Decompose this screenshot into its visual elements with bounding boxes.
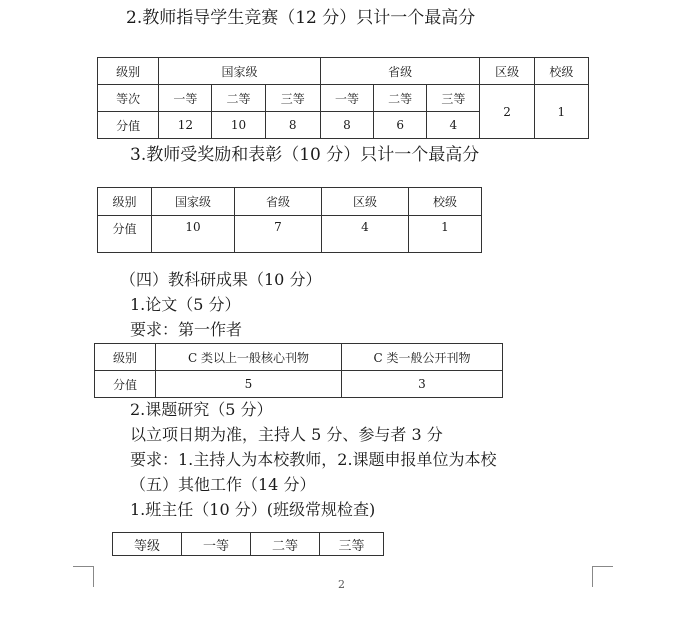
table-cell: 三等 xyxy=(320,533,384,556)
table-cell: 校级 xyxy=(409,188,482,216)
table-cell: 级别 xyxy=(95,344,156,371)
table-cell: 二等 xyxy=(212,85,265,112)
section-title-research: （四）教科研成果（10 分） xyxy=(120,270,322,289)
table-cell: 2 xyxy=(480,85,534,139)
table-cell: 区级 xyxy=(322,188,409,216)
table-row xyxy=(95,344,503,371)
table-cell: 分值 xyxy=(95,371,156,398)
table-cell: 1 xyxy=(534,85,588,139)
table-cell: 1 xyxy=(409,216,482,253)
table-row xyxy=(98,188,482,216)
table-row xyxy=(98,85,589,112)
table-cell: 三等 xyxy=(427,85,480,112)
table-cell: 区级 xyxy=(480,58,534,85)
table-row xyxy=(113,533,384,556)
competition-score-table xyxy=(97,57,589,139)
table-cell: C 类以上一般核心刊物 xyxy=(156,344,342,371)
table-cell: 7 xyxy=(235,216,322,253)
table-cell: 省级 xyxy=(235,188,322,216)
table-cell: 国家级 xyxy=(152,188,235,216)
class-teacher-grade-table xyxy=(112,532,384,556)
table-cell: 二等 xyxy=(251,533,320,556)
section-title-awards: 3.教师受奖励和表彰（10 分）只计一个最高分 xyxy=(130,145,480,165)
table-cell: 10 xyxy=(152,216,235,253)
table-cell: 一等 xyxy=(320,85,373,112)
section-title-competition: 2.教师指导学生竞赛（12 分）只计一个最高分 xyxy=(126,8,476,28)
table-cell: 级别 xyxy=(98,188,152,216)
table-cell: 6 xyxy=(374,112,427,139)
table-cell: 校级 xyxy=(534,58,588,85)
page-corner-mark-right xyxy=(592,566,613,587)
topic-description: 以立项日期为准，主持人 5 分、参与者 3 分 xyxy=(130,425,443,444)
table-row xyxy=(98,58,589,85)
table-cell: C 类一般公开刊物 xyxy=(342,344,503,371)
page-number: 2 xyxy=(338,578,345,591)
table-cell: 4 xyxy=(322,216,409,253)
table-cell: 一等 xyxy=(159,85,212,112)
table-row xyxy=(95,371,503,398)
table-cell: 10 xyxy=(212,112,265,139)
table-cell: 等次 xyxy=(98,85,159,112)
table-cell: 三等 xyxy=(265,85,320,112)
table-row xyxy=(98,216,482,253)
table-cell: 12 xyxy=(159,112,212,139)
table-cell: 5 xyxy=(156,371,342,398)
table-cell: 8 xyxy=(265,112,320,139)
table-cell: 等级 xyxy=(113,533,182,556)
table-cell: 3 xyxy=(342,371,503,398)
table-cell: 分值 xyxy=(98,112,159,139)
subsection-title-topic: 2.课题研究（5 分） xyxy=(130,400,273,419)
page-corner-mark-left xyxy=(73,566,94,587)
subsection-title-paper: 1.论文（5 分） xyxy=(130,295,241,314)
table-cell: 国家级 xyxy=(159,58,321,85)
table-cell: 级别 xyxy=(98,58,159,85)
table-cell: 分值 xyxy=(98,216,152,253)
paper-requirement: 要求：第一作者 xyxy=(130,320,243,339)
table-cell: 一等 xyxy=(182,533,251,556)
table-cell: 8 xyxy=(320,112,373,139)
topic-requirement: 要求：1.主持人为本校教师，2.课题申报单位为本校 xyxy=(130,450,497,469)
subsection-title-class-teacher: 1.班主任（10 分）(班级常规检查) xyxy=(130,500,376,519)
table-cell: 4 xyxy=(427,112,480,139)
paper-score-table xyxy=(94,343,503,398)
awards-score-table xyxy=(97,187,482,253)
section-title-other: （五）其他工作（14 分） xyxy=(130,475,316,494)
table-cell: 二等 xyxy=(374,85,427,112)
table-cell: 省级 xyxy=(320,58,480,85)
